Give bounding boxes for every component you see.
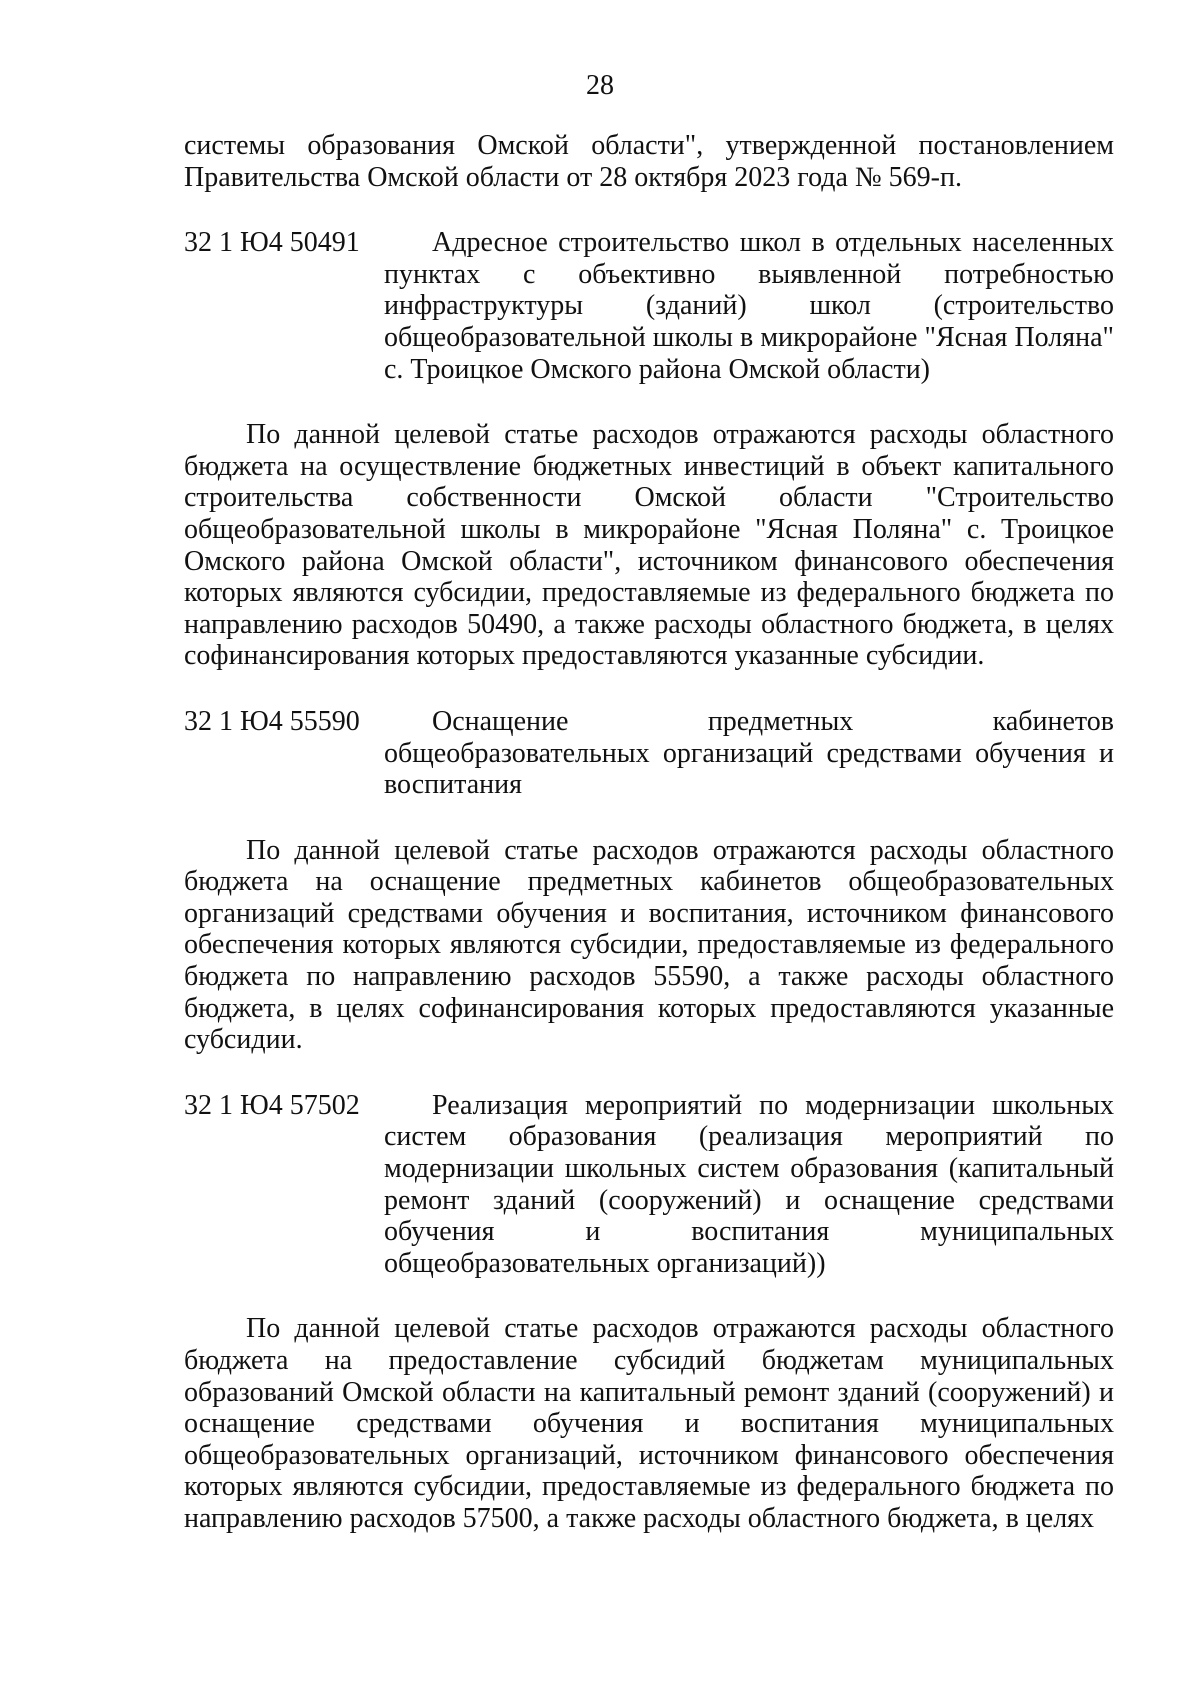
- entry-title: Адресное строительство школ в отдельных населенных пунктах с объективно выявленной потребностью инфраструктуры (зданий) школ (строительство общеобразовательной школы в микрорайоне "Ясная Поляна" с. Троицкое Омского района Омской области): [384, 227, 1114, 385]
- entry-description: По данной целевой статье расходов отражаются расходы областного бюджета на предоставление субсидий бюджетам муниципальных образований Омской области на капитальный ремонт зданий (сооружений) и оснащение средствами обучения и воспитания муниципальных общеобразовательных организаций, источником финансового обеспечения которых являются субсидии, предоставляемые из федерального бюджета по направлению расходов 57500, а также расходы областного бюджета, в целях: [184, 1313, 1114, 1534]
- document-content: [184, 130, 1114, 1535]
- entry-title: Оснащение предметных кабинетов общеобразовательных организаций средствами обучения и воспитания: [384, 705, 1114, 801]
- budget-entry: [184, 706, 1114, 801]
- budget-entry: [184, 1090, 1114, 1280]
- budget-entry: [184, 227, 1114, 385]
- entry-code: 32 1 Ю4 57502: [184, 1089, 360, 1121]
- intro-paragraph: системы образования Омской области", утвержденной постановлением Правительства Омской области от 28 октября 2023 года № 569-п.: [184, 130, 1114, 193]
- page-number: 28: [586, 70, 614, 101]
- entry-title: Реализация мероприятий по модернизации школьных систем образования (реализация мероприятий по модернизации школьных систем образования (капитальный ремонт зданий (сооружений) и оснащение средствами обучения и воспитания муниципальных общеобразовательных организаций)): [384, 1089, 1114, 1279]
- entry-code: 32 1 Ю4 55590: [184, 705, 360, 737]
- entry-code: 32 1 Ю4 50491: [184, 227, 360, 259]
- entry-description: По данной целевой статье расходов отражаются расходы областного бюджета на осуществление бюджетных инвестиций в объект капитального строительства собственности Омской области "Строительство общеобразовательной школы в микрорайоне "Ясная Поляна" с. Троицкое Омского района Омской области", источником финансового обеспечения которых являются субсидии, предоставляемые из федерального бюджета по направлению расходов 50490, а также расходы областного бюджета, в целях софинансирования которых предоставляются указанные субсидии.: [184, 419, 1114, 672]
- entry-description: По данной целевой статье расходов отражаются расходы областного бюджета на оснащение предметных кабинетов общеобразовательных организаций средствами обучения и воспитания, источником финансового обеспечения которых являются субсидии, предоставляемые из федерального бюджета по направлению расходов 55590, а также расходы областного бюджета, в целях софинансирования которых предоставляются указанные субсидии.: [184, 834, 1114, 1056]
